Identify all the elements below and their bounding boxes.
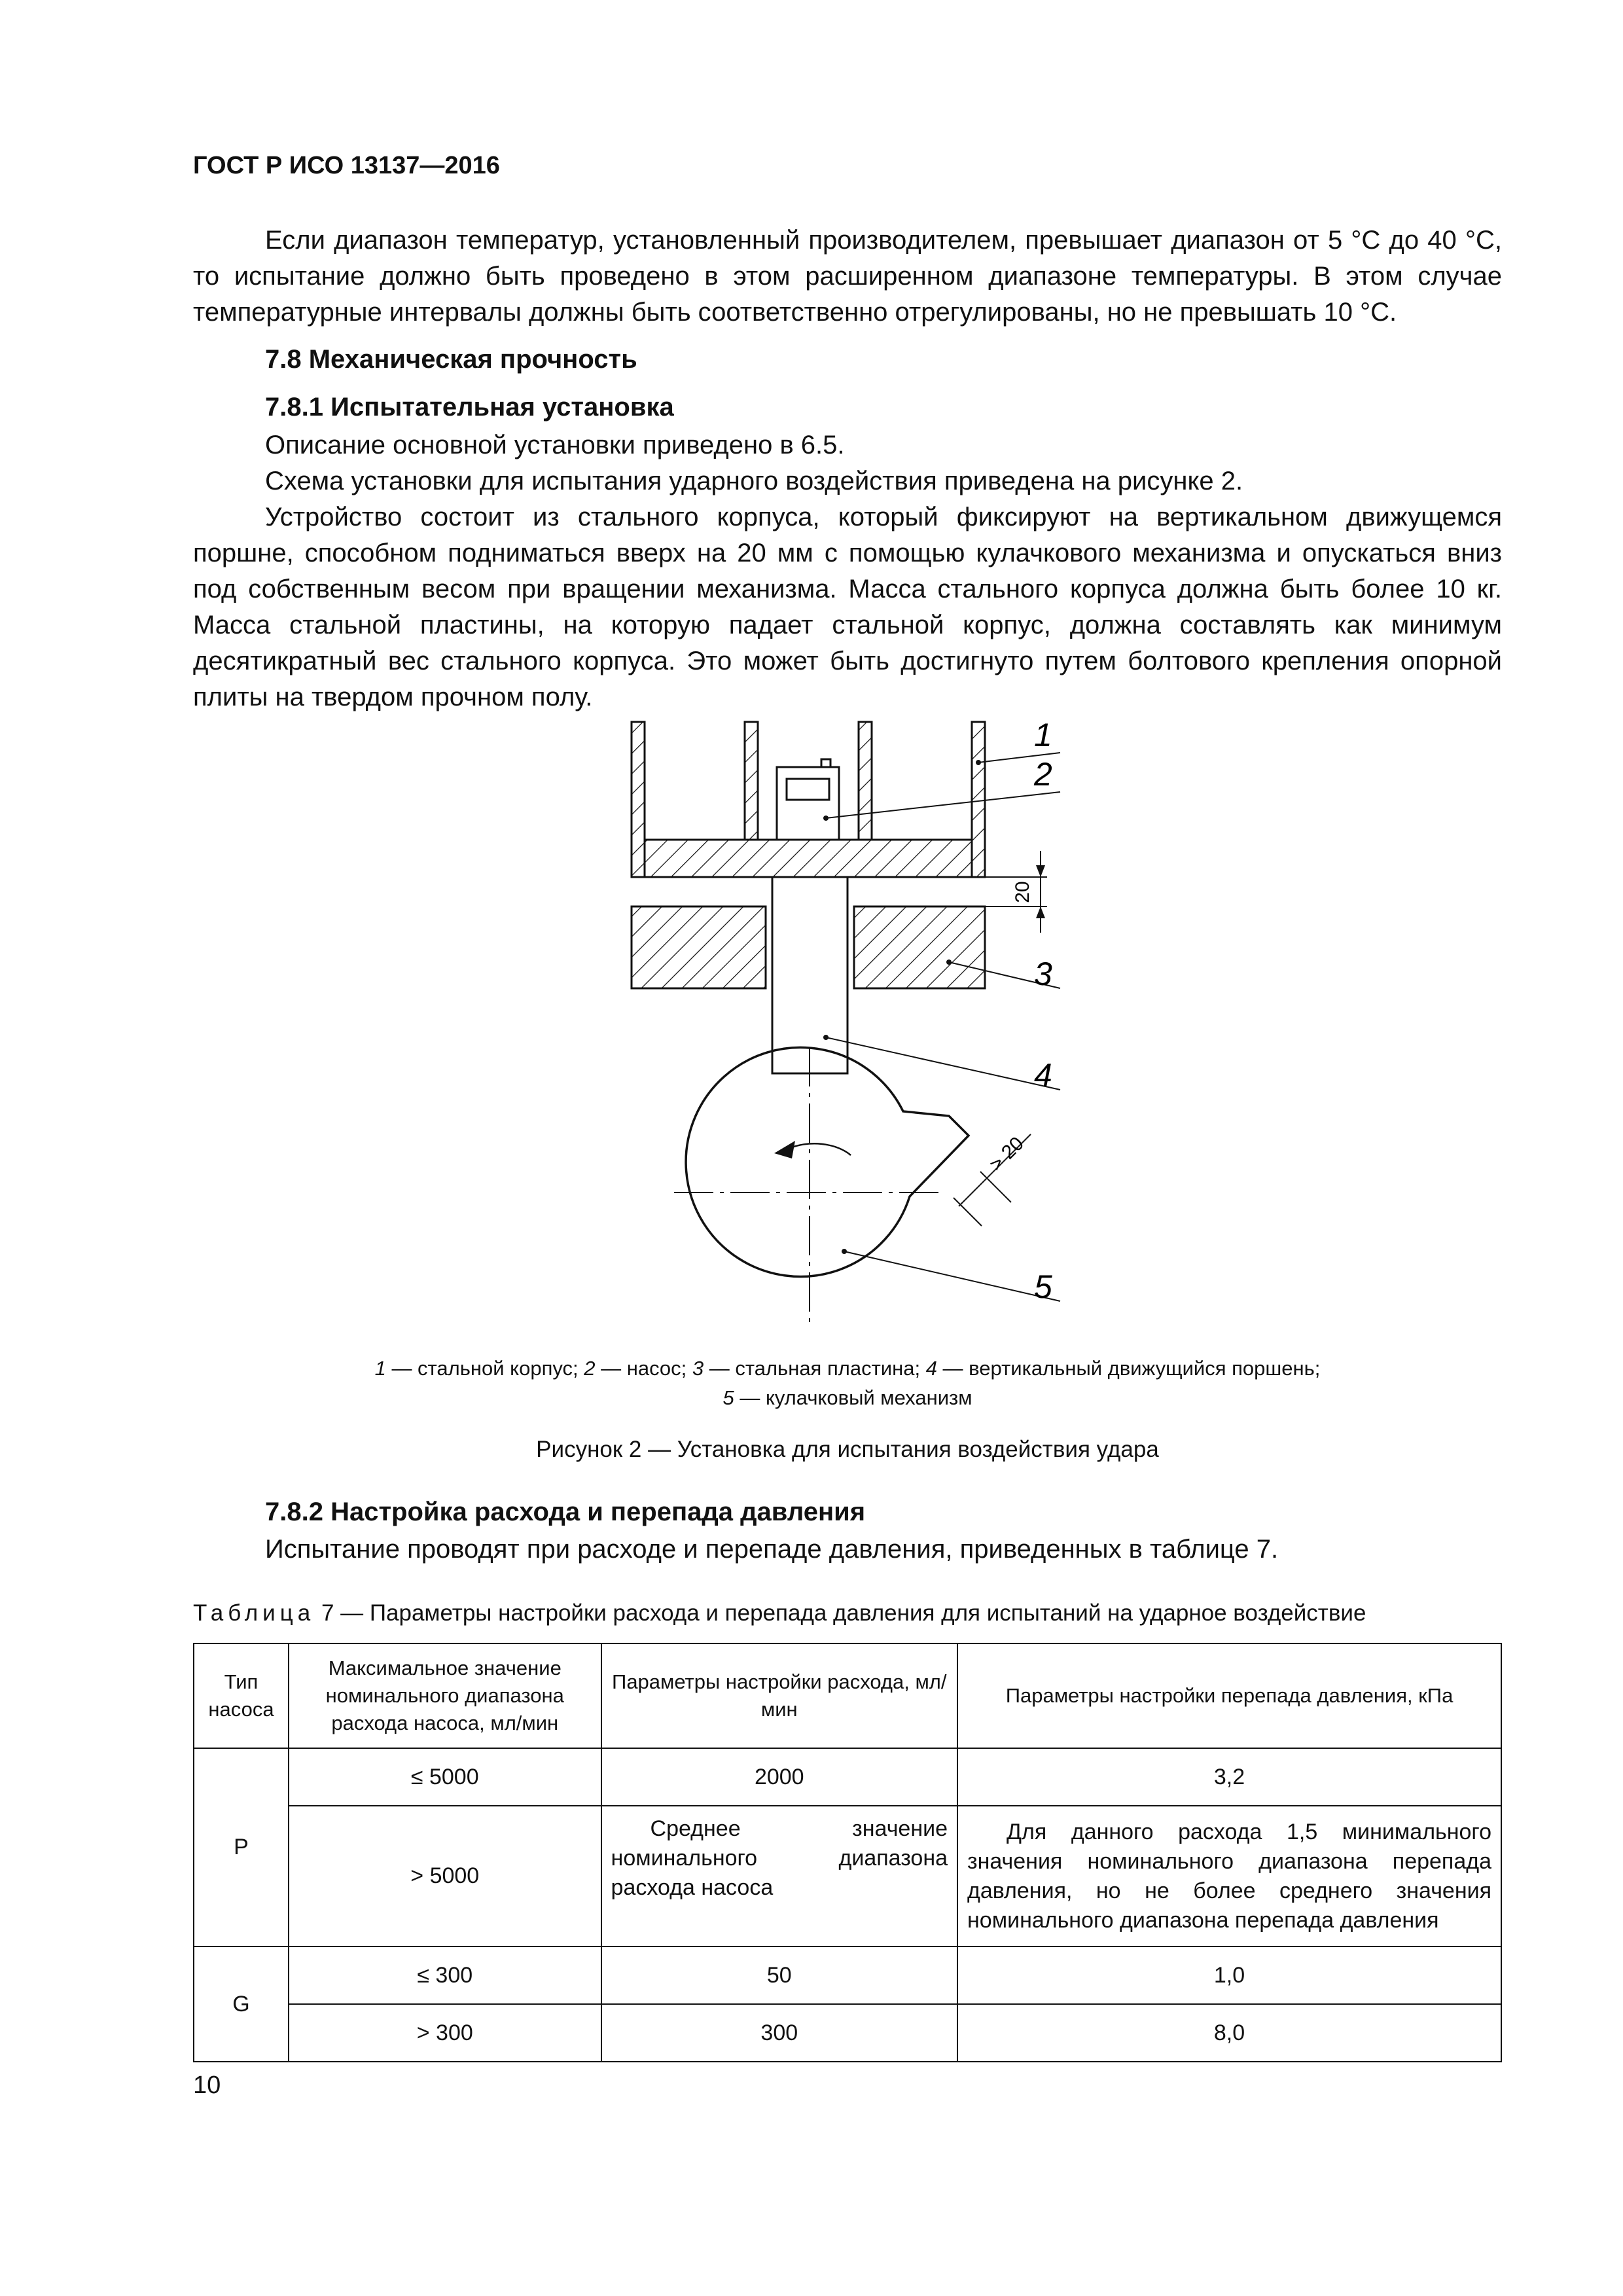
section-7-8-1-line1: Описание основной установки приведено в 6.5.: [265, 431, 845, 459]
figure-impact-test-setup: [589, 707, 1113, 1335]
table-row: G ≤ 300 50 1,0: [194, 1946, 1501, 2004]
table-header-row: [194, 1643, 1501, 1748]
dimension-20mm: [985, 851, 1047, 933]
table-row: > 300 300 8,0: [194, 2004, 1501, 2062]
label-3: 3: [1034, 956, 1052, 992]
table-7: [193, 1643, 1502, 2062]
figure-title: Рисунок 2 — Установка для испытания воздействия удара: [536, 1437, 1159, 1462]
cell-type-g: G: [194, 1946, 289, 2062]
cam-mechanism: [674, 1047, 969, 1325]
section-7-8-2-title: 7.8.2 Настройка расхода и перепада давления: [265, 1498, 866, 1526]
section-7-8-1-paragraph: Устройство состоит из стального корпуса, который фиксируют на вертикальном движущемся поршне, способном подниматься вверх на 20 мм с помощью кулачкового механизма и опускаться вниз под собственным весом при вращении механизма. Масса стального корпуса должна быть более 10 кг. Масса стальной пластины, на которую падает стальной корпус, должна составлять как минимум десятикратный вес стального корпуса. Это может быть достигнуто путем болтового крепления опорной плиты на твердом прочном полу.: [193, 503, 1502, 711]
header-pump-type: Тип насоса: [194, 1643, 289, 1748]
page-number: 10: [193, 2072, 221, 2099]
section-7-8-2-text: Испытание проводят при расходе и перепаде давления, приведенных в таблице 7.: [265, 1535, 1279, 1564]
figure-legend: 1 — стальной корпус; 2 — насос; 3 — стальная пластина; 4 — вертикальный движущийся поршень; 5 — кулачковый механизм: [374, 1357, 1321, 1409]
document-header: ГОСТ Р ИСО 13137—2016: [193, 152, 500, 179]
header-max-range: Максимальное значение номинального диапазона расхода насоса, мл/мин: [289, 1643, 601, 1748]
pump: [777, 759, 839, 840]
header-pressure-setting: Параметры настройки перепада давления, кПа: [957, 1643, 1501, 1748]
table-row: P ≤ 5000 2000 3,2: [194, 1748, 1501, 1806]
section-7-8-title: 7.8 Механическая прочность: [265, 345, 637, 374]
label-5: 5: [1034, 1268, 1052, 1305]
vertical-piston: [772, 877, 847, 1073]
dimension-gt20mm: [954, 1133, 1031, 1226]
label-4: 4: [1034, 1057, 1052, 1094]
label-2: 2: [1034, 756, 1052, 793]
dim-20-label: 20: [1012, 881, 1033, 903]
table-title: Таблица 7 — Параметры настройки расхода и перепада давления для испытаний на ударное воздействие: [193, 1600, 1366, 1626]
dim-gt20-label: > 20: [985, 1132, 1028, 1175]
cell-type-p: P: [194, 1748, 289, 1946]
header-flow-setting: Параметры настройки расхода, мл/мин: [601, 1643, 957, 1748]
intro-paragraph: Если диапазон температур, установленный производителем, превышает диапазон от 5 °С до 40 °С, то испытание должно быть проведено в этом расширенном диапазоне температуры. В этом случае температурные интервалы должны быть соответственно отрегулированы, но не превышать 10 °С.: [193, 226, 1502, 327]
table-row: > 5000 Среднее значение номинального диапазона расхода насоса Для данного расхода 1,5 минимального значения номинального диапазона перепада давления, но не более среднего значения номинального диапазона перепада давления: [194, 1806, 1501, 1946]
section-7-8-1-title: 7.8.1 Испытательная установка: [265, 393, 674, 422]
section-7-8-1-line2: Схема установки для испытания ударного воздействия приведена на рисунке 2.: [265, 467, 1243, 495]
label-1: 1: [1034, 717, 1052, 753]
